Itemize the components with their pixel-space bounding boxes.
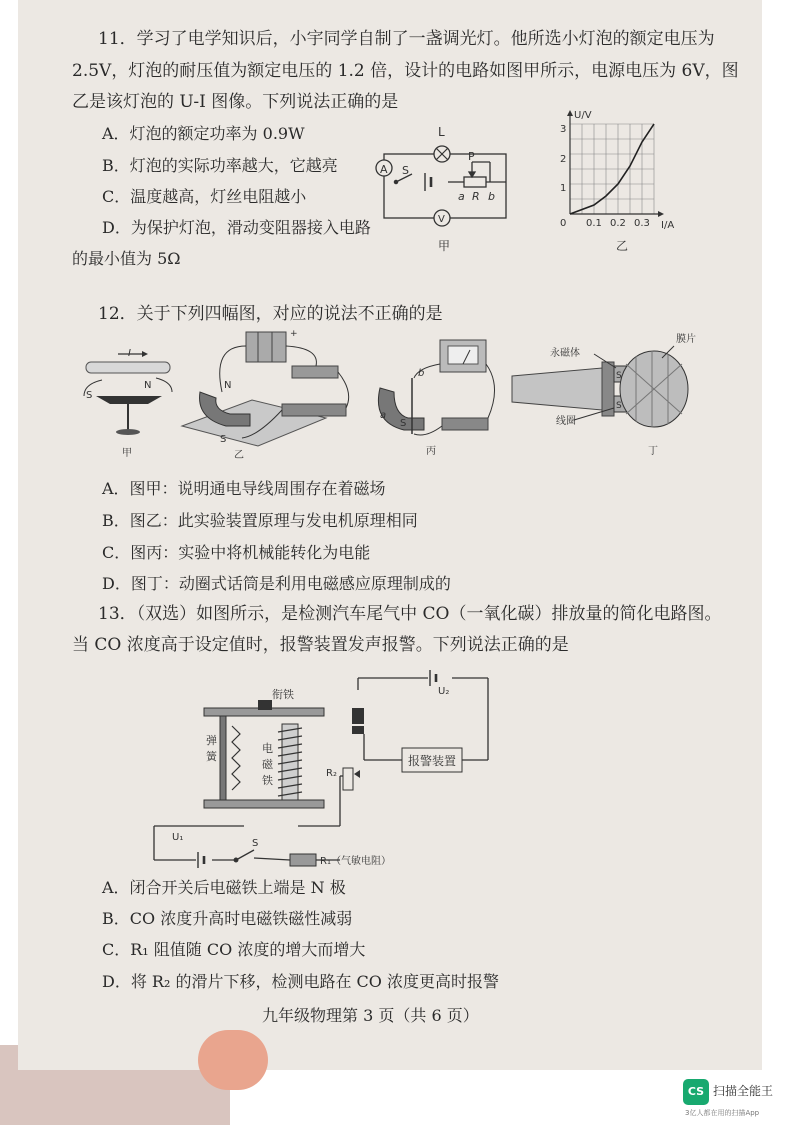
q11-ui-graph [540,104,690,254]
label-switch: S [252,838,259,849]
label-spring [206,733,218,763]
label-r1: R₁（气敏电阻） [320,856,391,867]
battery-u1 [198,852,204,868]
q13-line-2: 当 CO 浓度高于设定值时，报警装置发声报警。下列说法正确的是 [72,635,569,655]
label-voltmeter: V [438,214,445,225]
q13-line-1: 13．（双选）如图所示，是检测汽车尾气中 CO（一氧化碳）排放量的简化电路图。 [98,604,722,624]
label-n-jia: N [144,380,152,391]
switch-s [234,850,254,862]
label-electromagnet [262,741,274,787]
caption-jia: 甲 [438,239,451,253]
ytick-2: 2 [560,154,567,165]
q11-line-2: 2.5V，灯泡的耐压值为额定电压的 1.2 倍，设计的电路如图甲所示，电源电压为 6V，图 [72,61,739,81]
xtick-0-1: 0.1 [586,218,602,229]
label-plus: + [290,329,298,339]
frame-post [220,716,226,800]
label-s-ding-2: S [616,401,622,411]
figure-bing [378,340,494,457]
label-r2: R₂ [326,768,337,779]
figure-yi [182,329,349,461]
q13-option-d: D．将 R₂ 的滑片下移，检测电路在 CO 浓度更高时报警 [102,972,499,991]
xtick-0: 0 [560,218,567,229]
svg-text:簧: 簧 [206,750,217,763]
graph-ylabel: U/V [574,110,592,121]
q11-circuit-diagram [372,118,522,258]
battery-symbol [424,173,432,191]
q11-option-b: B．灯泡的实际功率越大，它越亮 [102,156,338,175]
label-membrane: 膜片 [676,334,696,345]
finger [198,1030,268,1090]
caption-fig-jia: 甲 [122,448,132,459]
caption-fig-bing: 丙 [426,446,436,457]
caption-yi: 乙 [616,239,629,253]
figure-jia [84,348,172,459]
caption-fig-ding: 丁 [648,446,658,457]
label-s-ding-1: S [616,371,622,381]
q12-figures [62,326,702,461]
svg-text:弹: 弹 [206,734,217,747]
label-a-bing: a [380,410,387,421]
q13-option-a: A．闭合开关后电磁铁上端是 N 极 [102,878,346,897]
q11-option-d: D．为保护灯泡，滑动变阻器接入电路 [102,218,371,237]
q13-circuit-diagram [140,664,620,874]
lamp-symbol [434,146,450,162]
graph-xlabel: I/A [661,220,675,231]
q11-option-a: A．灯泡的额定功率为 0.9W [102,124,305,143]
q12-option-a: A．图甲：说明通电导线周围存在着磁场 [102,479,386,498]
base-plate [204,800,324,808]
caption-fig-yi: 乙 [234,450,244,461]
q12-option-b: B．图乙：此实验装置原理与发电机原理相同 [102,511,418,530]
label-magnet: 永磁体 [550,348,580,359]
xtick-0-3: 0.3 [634,218,650,229]
label-p: P [468,150,475,163]
r1-gas-resistor [290,854,316,866]
label-n-yi: N [224,380,232,391]
label-b: b [488,190,495,203]
page-footer: 九年级物理第 3 页（共 6 页） [262,1006,479,1025]
label-alarm: 报警装置 [408,754,457,768]
label-u2: U₂ [438,686,450,697]
q11-option-d-cont: 的最小值为 5Ω [72,249,181,268]
ytick-3: 3 [560,124,567,135]
contact-lower [352,726,364,734]
label-current: I [128,348,131,359]
scanner-slogan: 3亿人都在用的扫描App [685,1109,760,1117]
svg-text:铁: 铁 [262,774,273,787]
label-b-bing: b [418,368,425,379]
q12-option-d: D．图丁：动圈式话筒是利用电磁感应原理制成的 [102,574,451,593]
rheostat-symbol [448,162,506,187]
svg-text:电: 电 [262,742,273,755]
scanner-logo: CS [683,1079,709,1105]
label-s-jia: S [86,390,93,401]
label-s: S [402,164,409,177]
spring-symbol [232,726,240,790]
r2-resistor [343,768,353,790]
q13-option-b: B．CO 浓度升高时电磁铁磁性减弱 [102,909,353,928]
q11-line-1: 11．学习了电学知识后，小宇同学自制了一盏调光灯。他所选小灯泡的额定电压为 [98,29,715,49]
q12-stem: 12．关于下列四幅图，对应的说法不正确的是 [98,304,443,324]
q11-line-3: 乙是该灯泡的 U-I 图像。下列说法正确的是 [72,92,399,112]
scanner-name: 扫描全能王 [713,1084,774,1098]
label-ammeter: A [380,163,388,176]
figure-ding [512,332,696,457]
xtick-0-2: 0.2 [610,218,626,229]
q12-option-c: C．图丙：实验中将机械能转化为电能 [102,543,371,562]
label-s-yi: S [220,434,227,445]
q13-option-c: C．R₁ 阻值随 CO 浓度的增大而增大 [102,940,366,959]
label-armature: 衔铁 [272,688,294,701]
svg-text:磁: 磁 [262,758,273,771]
label-coil: 线圈 [556,416,576,427]
label-s-bing: S [400,418,407,429]
label-r: R [472,190,480,203]
ytick-1: 1 [560,183,567,194]
armature-block [258,700,272,710]
label-l: L [438,125,445,139]
q11-option-c: C．温度越高，灯丝电阻越小 [102,187,307,206]
label-a: a [458,190,465,203]
scanner-watermark [683,1079,793,1119]
contact-upper [352,708,364,724]
label-u1: U₁ [172,832,184,843]
battery-u2 [430,670,436,686]
